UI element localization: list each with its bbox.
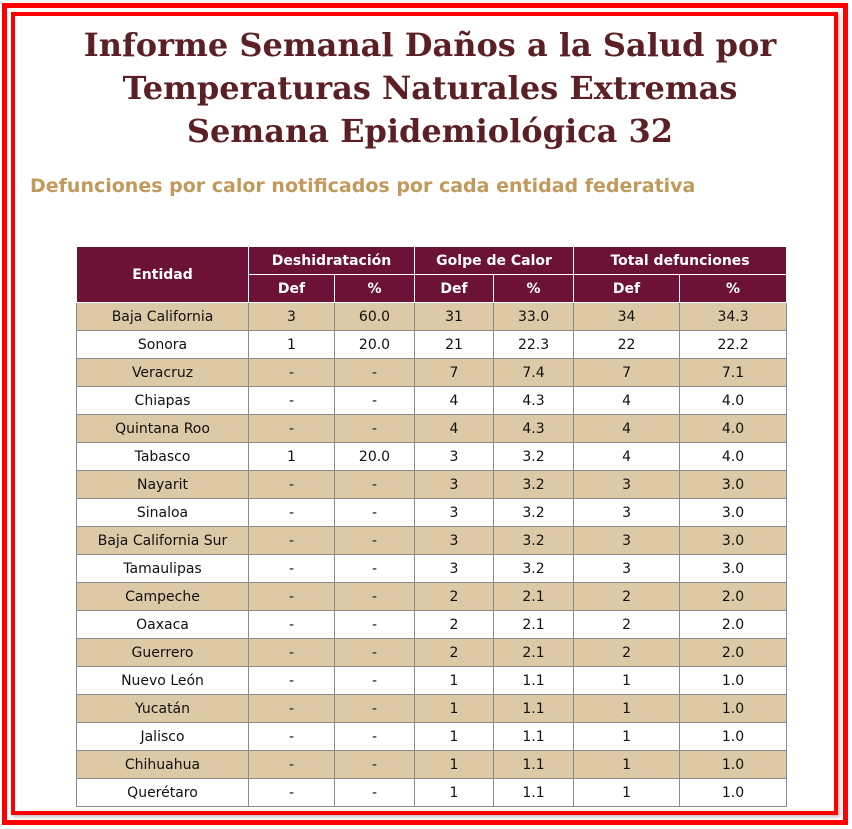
cell-deshidratacion-pct: - [335, 471, 415, 499]
cell-golpe-def: 3 [415, 443, 494, 471]
cell-total-def: 3 [574, 471, 680, 499]
table-row [77, 415, 787, 443]
subheader-def: Def [249, 275, 335, 303]
cell-entidad: Chiapas [77, 387, 249, 415]
cell-deshidratacion-def: - [249, 779, 335, 807]
cell-deshidratacion-pct: - [335, 527, 415, 555]
cell-total-pct: 1.0 [680, 751, 787, 779]
table-row [77, 499, 787, 527]
cell-golpe-pct: 22.3 [494, 331, 574, 359]
cell-deshidratacion-pct: - [335, 779, 415, 807]
cell-golpe-pct: 3.2 [494, 471, 574, 499]
cell-deshidratacion-pct: - [335, 695, 415, 723]
cell-total-def: 1 [574, 779, 680, 807]
cell-total-pct: 1.0 [680, 695, 787, 723]
cell-golpe-def: 1 [415, 723, 494, 751]
col-group-golpe-de-calor: Golpe de Calor [415, 247, 574, 275]
cell-entidad: Yucatán [77, 695, 249, 723]
cell-total-pct: 4.0 [680, 443, 787, 471]
title-line-1: Informe Semanal Daños a la Salud por [83, 26, 777, 64]
cell-deshidratacion-def: - [249, 695, 335, 723]
cell-total-def: 2 [574, 639, 680, 667]
cell-deshidratacion-def: - [249, 611, 335, 639]
cell-golpe-pct: 1.1 [494, 723, 574, 751]
cell-total-pct: 3.0 [680, 499, 787, 527]
cell-golpe-pct: 4.3 [494, 387, 574, 415]
cell-total-pct: 1.0 [680, 667, 787, 695]
cell-golpe-def: 3 [415, 555, 494, 583]
table-row [77, 611, 787, 639]
col-group-deshidratacion: Deshidratación [249, 247, 415, 275]
cell-entidad: Sonora [77, 331, 249, 359]
table-row [77, 667, 787, 695]
cell-total-pct: 1.0 [680, 723, 787, 751]
cell-golpe-def: 1 [415, 779, 494, 807]
subheader-percent: % [680, 275, 787, 303]
subheader-percent: % [335, 275, 415, 303]
cell-deshidratacion-def: 1 [249, 331, 335, 359]
table-body [77, 303, 787, 807]
cell-golpe-def: 7 [415, 359, 494, 387]
cell-golpe-def: 4 [415, 415, 494, 443]
cell-total-pct: 7.1 [680, 359, 787, 387]
cell-deshidratacion-pct: - [335, 751, 415, 779]
table-header-row [77, 247, 787, 275]
cell-total-def: 4 [574, 415, 680, 443]
cell-entidad: Jalisco [77, 723, 249, 751]
table-row [77, 303, 787, 331]
cell-golpe-pct: 3.2 [494, 443, 574, 471]
cell-total-pct: 3.0 [680, 527, 787, 555]
cell-deshidratacion-def: - [249, 555, 335, 583]
cell-golpe-pct: 2.1 [494, 583, 574, 611]
cell-total-def: 3 [574, 555, 680, 583]
cell-total-pct: 2.0 [680, 611, 787, 639]
cell-deshidratacion-def: - [249, 527, 335, 555]
cell-entidad: Chihuahua [77, 751, 249, 779]
cell-total-def: 1 [574, 695, 680, 723]
table-row [77, 471, 787, 499]
subheader-percent: % [494, 275, 574, 303]
cell-golpe-pct: 1.1 [494, 779, 574, 807]
cell-deshidratacion-pct: - [335, 387, 415, 415]
cell-golpe-def: 2 [415, 583, 494, 611]
cell-golpe-pct: 33.0 [494, 303, 574, 331]
cell-golpe-pct: 3.2 [494, 499, 574, 527]
table-row [77, 443, 787, 471]
cell-entidad: Guerrero [77, 639, 249, 667]
cell-entidad: Nuevo León [77, 667, 249, 695]
cell-golpe-pct: 7.4 [494, 359, 574, 387]
cell-golpe-pct: 4.3 [494, 415, 574, 443]
cell-entidad: Tabasco [77, 443, 249, 471]
report-subtitle: Defunciones por calor notificados por cada entidad federativa [30, 175, 696, 197]
cell-golpe-def: 4 [415, 387, 494, 415]
col-header-entidad: Entidad [77, 247, 249, 303]
cell-total-def: 3 [574, 499, 680, 527]
cell-golpe-def: 1 [415, 667, 494, 695]
cell-deshidratacion-def: - [249, 499, 335, 527]
cell-golpe-pct: 1.1 [494, 667, 574, 695]
cell-total-pct: 4.0 [680, 415, 787, 443]
cell-golpe-def: 3 [415, 471, 494, 499]
cell-total-def: 1 [574, 667, 680, 695]
table-row [77, 359, 787, 387]
table-row [77, 639, 787, 667]
title-line-3: Semana Epidemiológica 32 [186, 112, 674, 150]
table-row [77, 695, 787, 723]
cell-total-def: 4 [574, 443, 680, 471]
col-group-total-defunciones: Total defunciones [574, 247, 787, 275]
cell-entidad: Nayarit [77, 471, 249, 499]
table-row [77, 751, 787, 779]
cell-deshidratacion-pct: - [335, 555, 415, 583]
cell-golpe-pct: 1.1 [494, 751, 574, 779]
table-row [77, 779, 787, 807]
cell-golpe-pct: 2.1 [494, 639, 574, 667]
cell-golpe-def: 31 [415, 303, 494, 331]
title-line-2: Temperaturas Naturales Extremas [122, 69, 738, 107]
cell-deshidratacion-def: - [249, 723, 335, 751]
cell-entidad: Tamaulipas [77, 555, 249, 583]
cell-deshidratacion-pct: - [335, 359, 415, 387]
cell-deshidratacion-pct: - [335, 723, 415, 751]
cell-total-pct: 3.0 [680, 555, 787, 583]
cell-total-pct: 22.2 [680, 331, 787, 359]
cell-golpe-pct: 3.2 [494, 527, 574, 555]
cell-entidad: Sinaloa [77, 499, 249, 527]
cell-entidad: Oaxaca [77, 611, 249, 639]
table-row [77, 723, 787, 751]
cell-deshidratacion-def: - [249, 359, 335, 387]
cell-deshidratacion-def: - [249, 639, 335, 667]
cell-golpe-pct: 1.1 [494, 695, 574, 723]
cell-deshidratacion-def: 3 [249, 303, 335, 331]
cell-total-pct: 2.0 [680, 583, 787, 611]
cell-deshidratacion-def: - [249, 751, 335, 779]
cell-total-def: 7 [574, 359, 680, 387]
cell-golpe-def: 21 [415, 331, 494, 359]
cell-total-def: 34 [574, 303, 680, 331]
table-row [77, 331, 787, 359]
cell-golpe-def: 3 [415, 527, 494, 555]
cell-total-def: 4 [574, 387, 680, 415]
cell-total-def: 2 [574, 583, 680, 611]
cell-total-pct: 3.0 [680, 471, 787, 499]
table-row [77, 583, 787, 611]
cell-entidad: Quintana Roo [77, 415, 249, 443]
cell-entidad: Baja California Sur [77, 527, 249, 555]
cell-golpe-pct: 3.2 [494, 555, 574, 583]
deaths-table [76, 246, 787, 807]
table-row [77, 387, 787, 415]
cell-total-pct: 34.3 [680, 303, 787, 331]
cell-golpe-def: 2 [415, 611, 494, 639]
cell-deshidratacion-pct: - [335, 415, 415, 443]
cell-total-pct: 1.0 [680, 779, 787, 807]
cell-entidad: Baja California [77, 303, 249, 331]
cell-deshidratacion-def: - [249, 583, 335, 611]
cell-golpe-def: 2 [415, 639, 494, 667]
cell-golpe-def: 3 [415, 499, 494, 527]
cell-deshidratacion-def: - [249, 667, 335, 695]
subheader-def: Def [415, 275, 494, 303]
cell-total-def: 3 [574, 527, 680, 555]
cell-entidad: Campeche [77, 583, 249, 611]
cell-total-def: 22 [574, 331, 680, 359]
cell-total-pct: 4.0 [680, 387, 787, 415]
cell-total-def: 2 [574, 611, 680, 639]
cell-deshidratacion-pct: - [335, 583, 415, 611]
cell-deshidratacion-def: 1 [249, 443, 335, 471]
report-title [40, 24, 820, 153]
cell-deshidratacion-def: - [249, 415, 335, 443]
cell-golpe-pct: 2.1 [494, 611, 574, 639]
cell-deshidratacion-pct: - [335, 499, 415, 527]
cell-golpe-def: 1 [415, 751, 494, 779]
cell-total-pct: 2.0 [680, 639, 787, 667]
cell-deshidratacion-pct: - [335, 611, 415, 639]
cell-total-def: 1 [574, 723, 680, 751]
cell-deshidratacion-pct: - [335, 667, 415, 695]
cell-deshidratacion-pct: 60.0 [335, 303, 415, 331]
cell-entidad: Querétaro [77, 779, 249, 807]
cell-entidad: Veracruz [77, 359, 249, 387]
subheader-def: Def [574, 275, 680, 303]
cell-deshidratacion-pct: - [335, 639, 415, 667]
cell-deshidratacion-pct: 20.0 [335, 331, 415, 359]
cell-deshidratacion-def: - [249, 387, 335, 415]
cell-deshidratacion-def: - [249, 471, 335, 499]
table-row [77, 527, 787, 555]
cell-deshidratacion-pct: 20.0 [335, 443, 415, 471]
table-row [77, 555, 787, 583]
cell-golpe-def: 1 [415, 695, 494, 723]
cell-total-def: 1 [574, 751, 680, 779]
